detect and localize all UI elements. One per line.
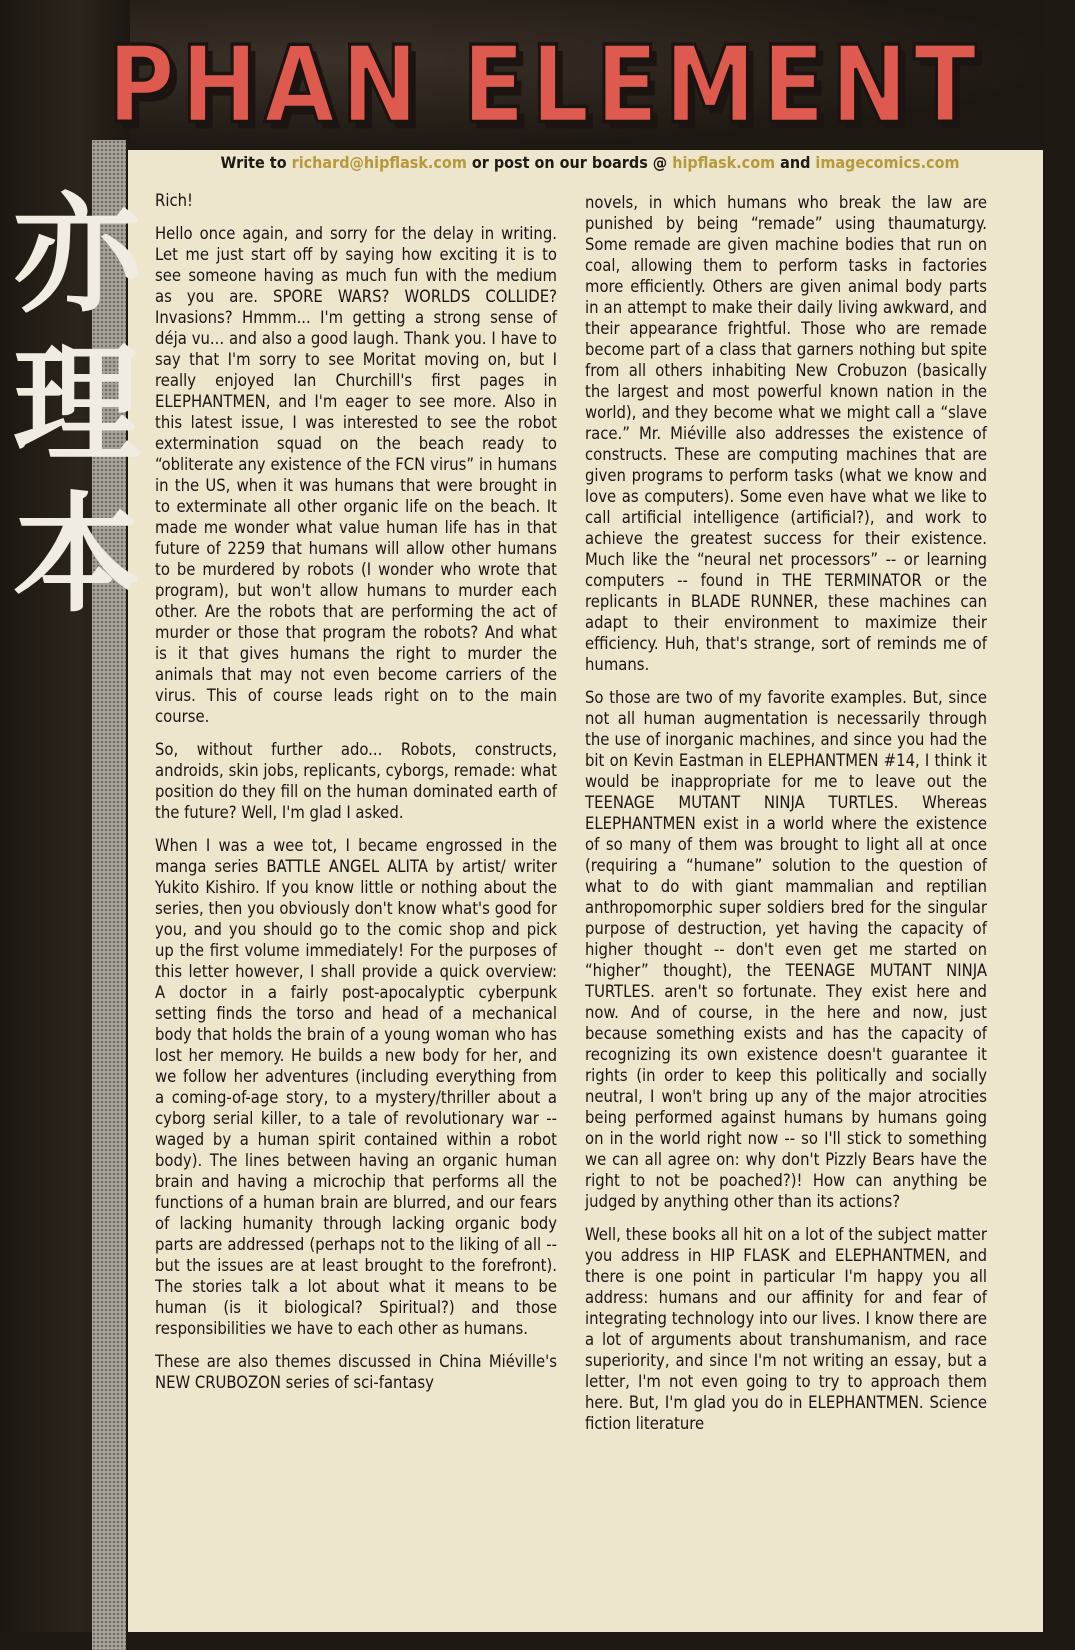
email-link[interactable]: richard@hipflask.com bbox=[291, 153, 467, 172]
letter-paragraph: So, without further ado... Robots, constructs, androids, skin jobs, replicants, cyborgs, remade: what position do they fill on the human dominated earth of the future? Well, I'm glad I asked. bbox=[155, 740, 557, 822]
frame-right bbox=[1043, 0, 1075, 1650]
letter-paragraph: These are also themes discussed in China Miéville's NEW CRUBOZON series of sci-fantasy bbox=[155, 1352, 557, 1392]
contact-middle: or post on our boards @ bbox=[471, 153, 668, 172]
letter-greeting: Rich! bbox=[155, 191, 193, 210]
page-title-banner bbox=[40, 23, 1050, 147]
letter-paragraph: So those are two of my favorite examples. But, since not all human augmentation is necessarily through the use of inorganic machines, and since you had the bit on Kevin Eastman in ELEPHANTMEN #14, I think it would be inappropriate for me to leave out the TEENAGE MUTANT NINJA TURTLES. Whereas ELEPHANTMEN exist in a world where the existence of so many of them was brought to light all at once (requiring a “humane” solution to the question of what to do with giant mammalian and reptilian anthropomorphic super soldiers bred for the singular purpose of destruction, yet having the capacity of higher thought -- don't even get me started on “higher” thought), the TEENAGE MUTANT NINJA TURTLES. aren't so fortunate. They exist here and now. And of course, in the here and now, just because something exists and has the capacity of recognizing its own existence doesn't guarantee it rights (in order to keep this politically and socially neutral, I won't bring up any of the major atrocities being performed against humans by humans going on in the world right now -- so I'll stick to something we can all agree on: why don't Pizzly Bears have the right to not be poached?)! How can anything be judged by anything other than its actions? bbox=[585, 688, 987, 1211]
letter-column-left bbox=[155, 190, 557, 1405]
kanji-char: 亦 bbox=[12, 180, 141, 330]
letter-paragraph: Well, these books all hit on a lot of the subject matter you address in HIP FLASK and ELEPHANTMEN, and there is one point in particular I'm happy you all address: humans and our affinity for and fear of integrating technology into our lives. I know there are a lot of arguments about transhumanism, and race superiority, and since I'm not writing an essay, but a letter, I'm not even going to try to approach them here. But, I'm glad you do in ELEPHANTMEN. Science fiction literature bbox=[585, 1225, 987, 1433]
letter-paragraph: novels, in which humans who break the law are punished by being “remade” using thaumaturgy. Some remade are given machine bodies that run on coal, allowing them to perform tasks in factories more efficiently. Others are given animal body parts in an attempt to make their daily living awkward, and their appearance frightful. Those who are remade become part of a class that garners nothing but spite from all others inhabiting New Crobuzon (basically the largest and most powerful known nation in the world), and they become what we might call a “slave race.” Mr. Miéville also addresses the existence of constructs. These are computing machines that are given programs to perform tasks (what we know and love as computers). Some even have what we like to call artificial intelligence (artificial?), and work to achieve the greatest success for their existence. Much like the “neural net processors” -- or learning computers -- found in THE TERMINATOR or the replicants in BLADE RUNNER, these machines can adapt to their environment to maximize their efficiency. Huh, that's strange, sort of reminds me of humans. bbox=[585, 193, 987, 674]
vertical-kanji bbox=[2, 180, 152, 630]
contact-line bbox=[150, 153, 1030, 172]
kanji-char: 理 bbox=[12, 330, 141, 480]
letter-paragraph: When I was a wee tot, I became engrossed in the manga series BATTLE ANGEL ALITA by artist/ writer Yukito Kishiro. If you know little or nothing about the series, then you obviously don't know what's good for you, and you should go to the comic shop and pick up the first volume immediately! For the purposes of this letter however, I shall provide a quick overview: A doctor in a fairly post-apocalyptic cyberpunk setting finds the torso and head of a mechanical body that holds the brain of a young woman who has lost her memory. He builds a new body for her, and we follow her adventures (including everything from a coming-of-age story, to a mystery/thriller about a cyborg serial killer, to a tale of revolutionary war -- waged by a human spirit contained within a robot body). The lines between having an organic human brain and having a microchip that performs all the functions of a human brain are blurred, and our fears of lacking humanity through lacking organic body parts are addressed (perhaps not to the liking of all -- but the issues are at least brought to the forefront). The stories talk a lot about what it means to be human (is it biological? Spiritual?) and those responsibilities we have to each other as humans. bbox=[155, 836, 557, 1338]
contact-and: and bbox=[780, 153, 811, 172]
kanji-char: 本 bbox=[12, 480, 141, 630]
letter-column-right bbox=[585, 192, 987, 1446]
page-title: PHAN ELEMENT bbox=[107, 23, 983, 147]
site-link-hipflask[interactable]: hipflask.com bbox=[672, 153, 776, 172]
contact-prefix: Write to bbox=[220, 153, 287, 172]
letter-paragraph: Hello once again, and sorry for the delay in writing. Let me just start off by saying how exciting it is to see someone having as much fun with the medium as you are. SPORE WARS? WORLDS COLLIDE? Invasions? Hmmm... I'm getting a strong sense of déja vu... and also a good laugh. Thank you. I have to say that I'm sorry to see Moritat moving on, but I really enjoyed Ian Churchill's first pages in ELEPHANTMEN, and I'm eager to see more. Also in this latest issue, I was interested to see the robot extermination squad on the beach ready to “obliterate any existence of the FCN virus” in humans in the US, when it was humans that were brought in to exterminate all other organic life on the beach. It made me wonder what value human life has in that future of 2259 that humans will allow other humans to be murdered by robots (I wonder who wrote that program), but won't allow humans to murder each other. Are the robots that are performing the act of murder or those that program the robots? And what is it that gives humans the right to murder the animals that may not even become carriers of the virus. This of course leads right on to the main course. bbox=[155, 224, 557, 726]
site-link-imagecomics[interactable]: imagecomics.com bbox=[815, 153, 960, 172]
frame-bottom bbox=[0, 1632, 1075, 1650]
